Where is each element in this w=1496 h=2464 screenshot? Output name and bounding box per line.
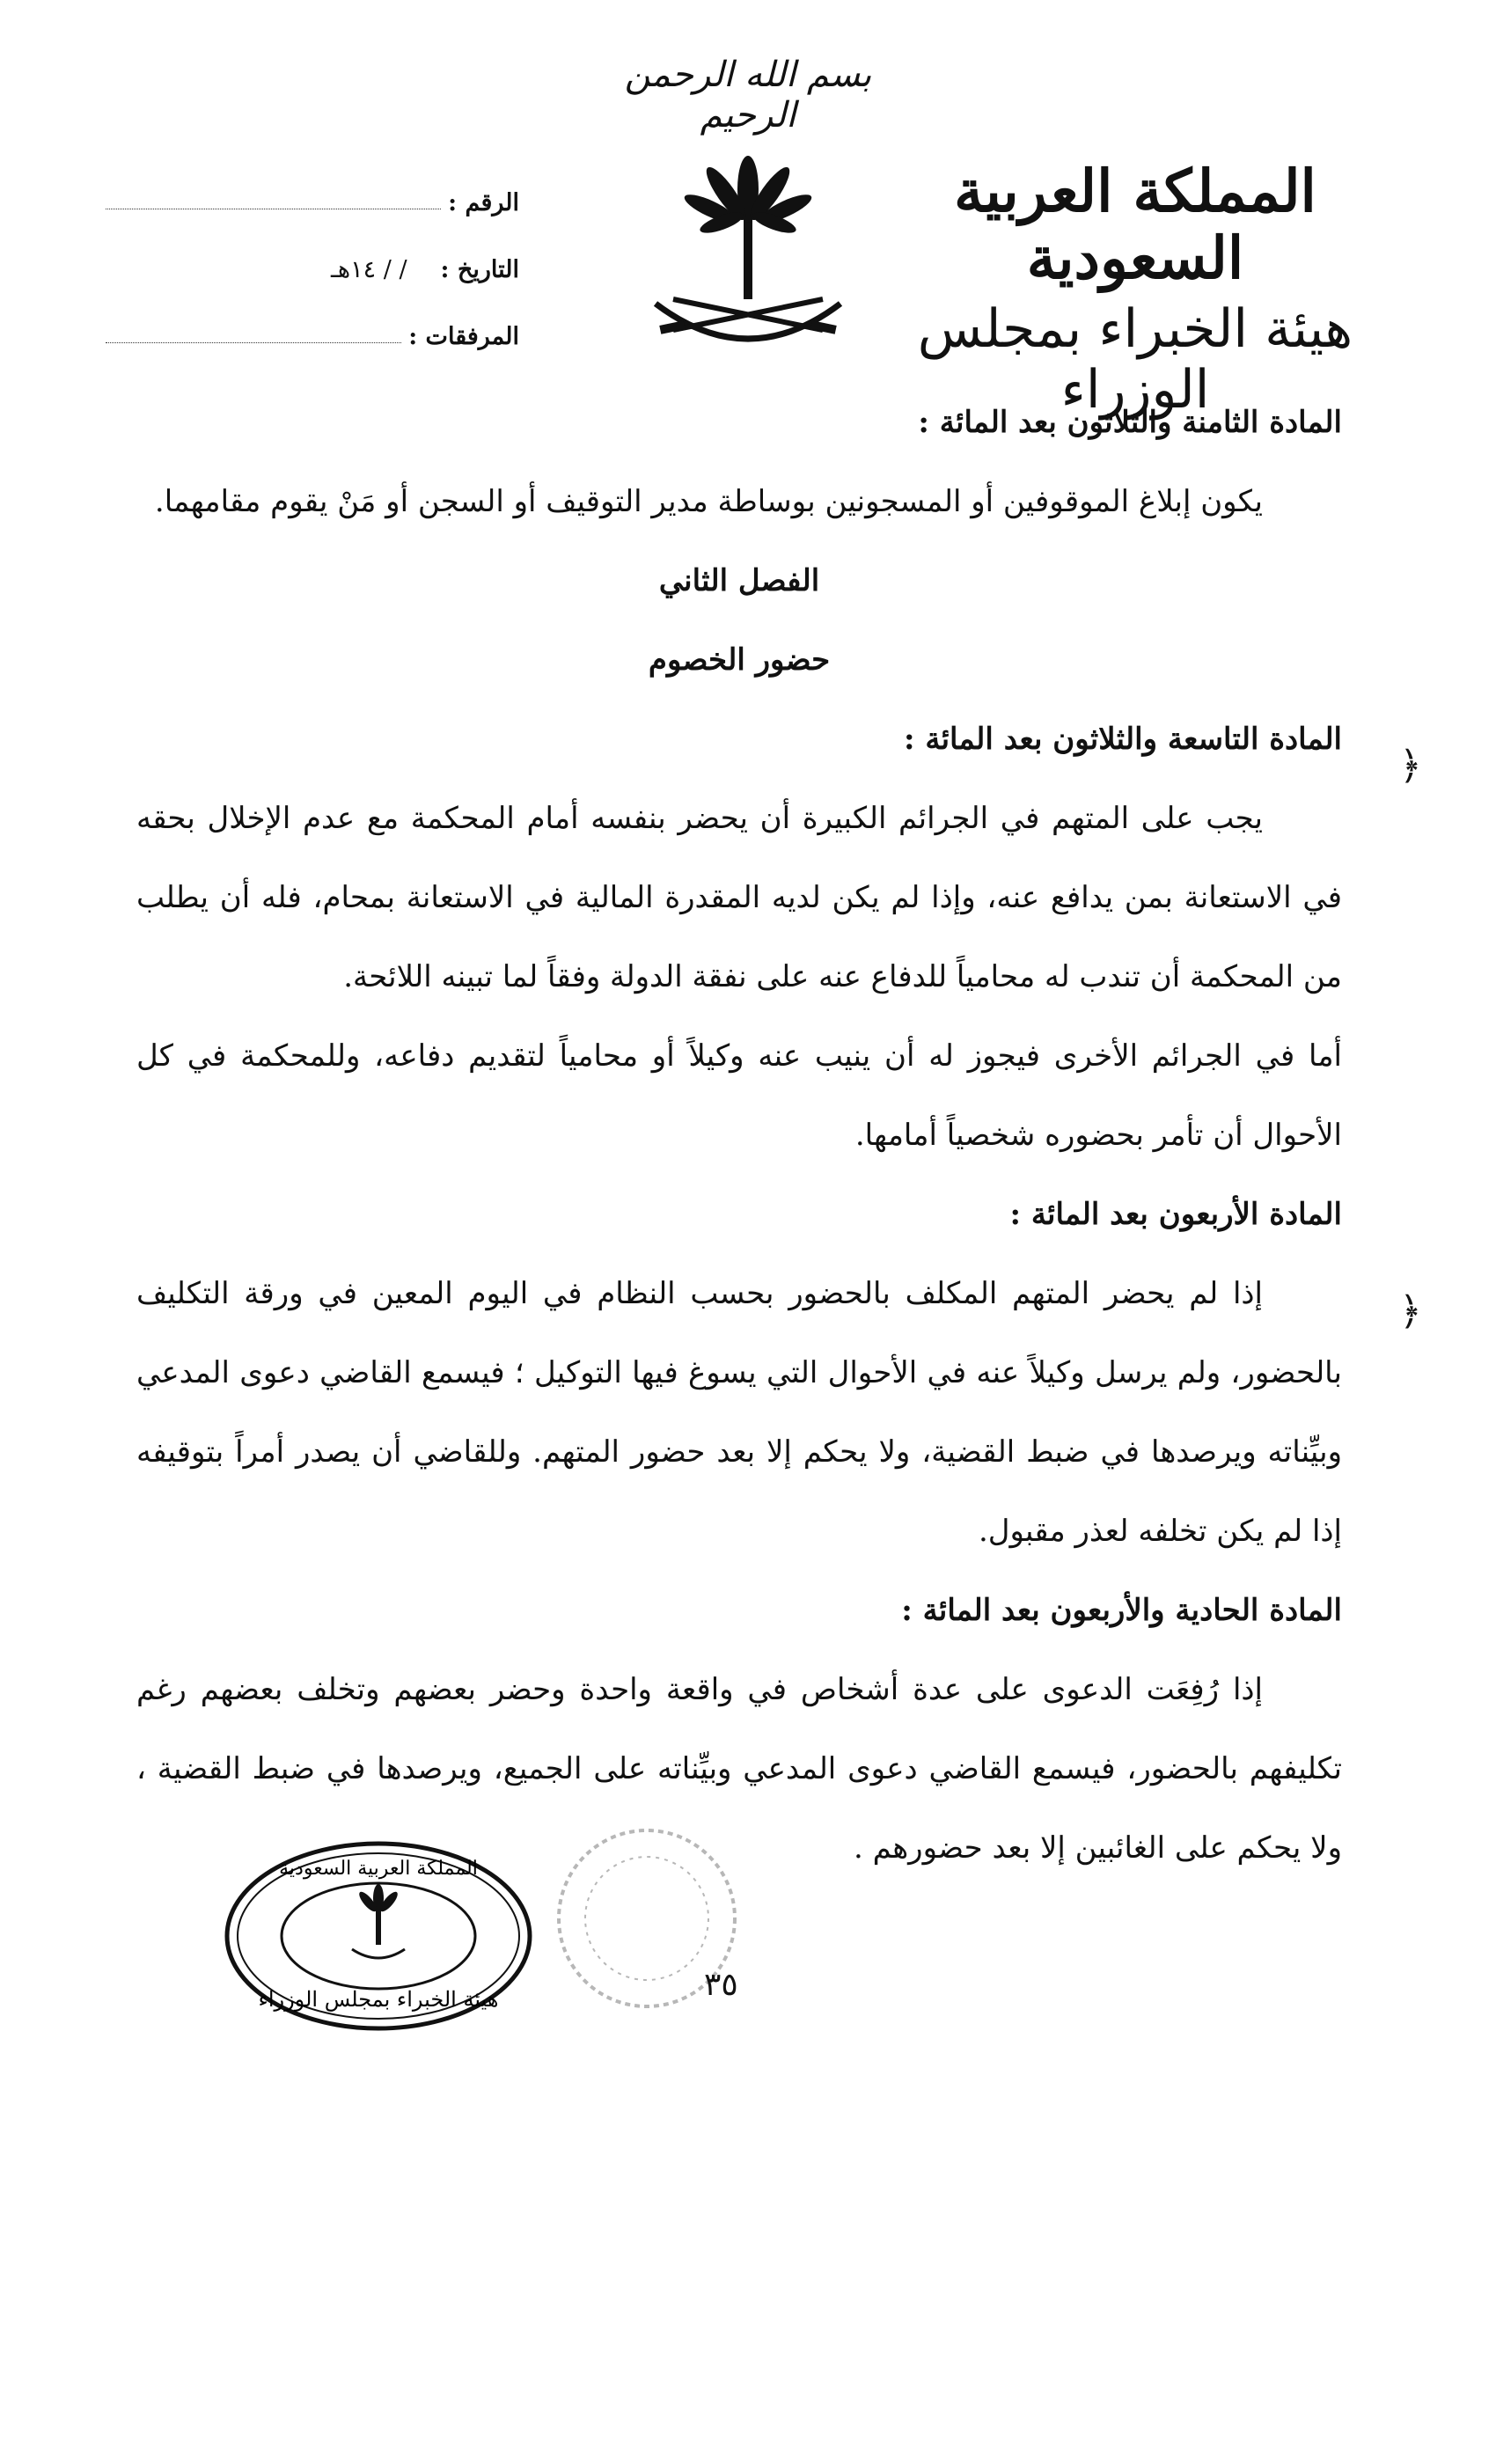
reference-label: الرقم : bbox=[448, 189, 519, 216]
chapter-subtitle: حضور الخصوم bbox=[648, 642, 831, 678]
seal-top-text: المملكة العربية السعودية bbox=[279, 1858, 478, 1880]
reference-block bbox=[106, 150, 519, 350]
chapter-title: الفصل الثاني bbox=[658, 563, 820, 598]
basmala: بسم الله الرحمن الرحيم bbox=[624, 55, 872, 136]
date-row bbox=[106, 216, 519, 283]
agency-name: هيئة الخبراء بمجلس الوزراء bbox=[917, 297, 1353, 421]
organization-header bbox=[906, 158, 1364, 421]
article-139-text-1: يجب على المتهم في الجرائم الكبيرة أن يحضر بنفسه أمام المحكمة مع عدم الإخلال بحقه في الاستعانة بمن يدافع عنه، وإذا لم يكن لديه المقدرة المالية في الاستعانة بمحام، فله أن يطلب من المحكمة أن تندب له محامياً للدفاع عنه على نفقة الدولة وفقاً لما تبينه اللائحة. bbox=[136, 801, 1342, 994]
reference-row bbox=[106, 150, 519, 216]
article-140-text: إذا لم يحضر المتهم المكلف بالحضور بحسب النظام في اليوم المعين في ورقة التكليف بالحضور، ولم يرسل وكيلاً عنه في الأحوال التي يسوغ فيها التوكيل ؛ فيسمع القاضي دعوى المدعي وبيِّناته ويرصدها في ضبط القضية، ولا يحكم إلا بعد حضور المتهم. وللقاضي أن يصدر أمراً بتوقيفه إذا لم يكن تخلفه لعذر مقبول. bbox=[136, 1276, 1342, 1549]
article-138-title: المادة الثامنة والثلاثون بعد المائة : bbox=[918, 405, 1342, 440]
kingdom-name: المملكة العربية السعودية bbox=[954, 157, 1316, 292]
attachments-row bbox=[106, 283, 519, 350]
article-141-text: إذا رُفِعَت الدعوى على عدة أشخاص في واقعة واحدة وحضر بعضهم وتخلف بعضهم رغم تكليفهم بالحضور، فيسمع القاضي دعوى المدعي وبيِّناته على الجميع، ويرصدها في ضبط القضية ، ولا يحكم على الغائبين إلا بعد حضورهم . bbox=[136, 1672, 1342, 1866]
document-body bbox=[136, 383, 1342, 1888]
attachments-field bbox=[106, 337, 401, 343]
seal-bottom-text: هيئة الخبراء بمجلس الوزراء bbox=[258, 1987, 499, 2012]
reference-field bbox=[106, 203, 441, 209]
article-141-title: المادة الحادية والأربعون بعد المائة : bbox=[901, 1593, 1342, 1628]
margin-mark: ﴿ bbox=[1399, 744, 1422, 788]
attachments-label: المرفقات : bbox=[408, 323, 519, 350]
official-seal-icon bbox=[220, 1835, 537, 2037]
article-138-text: يكون إبلاغ الموقوفين أو المسجونين بوساطة مدير التوقيف أو السجن أو مَنْ يقوم مقامهما. bbox=[154, 484, 1263, 519]
saudi-emblem-icon bbox=[638, 154, 858, 365]
date-value: / / ١٤هـ bbox=[331, 256, 407, 283]
page-number: ٣٥ bbox=[704, 1967, 738, 2003]
article-140-title: المادة الأربعون بعد المائة : bbox=[1009, 1197, 1342, 1232]
margin-mark: ﴿ bbox=[1399, 1289, 1422, 1334]
article-139-title: المادة التاسعة والثلاثون بعد المائة : bbox=[903, 722, 1342, 757]
article-139-text-2: أما في الجرائم الأخرى فيجوز له أن ينيب عنه وكيلاً أو محامياً لتقديم دفاعه، وللمحكمة في كل الأحوال أن تأمر بحضوره شخصياً أمامها. bbox=[136, 1038, 1342, 1153]
date-label: التاريخ : bbox=[440, 256, 519, 283]
